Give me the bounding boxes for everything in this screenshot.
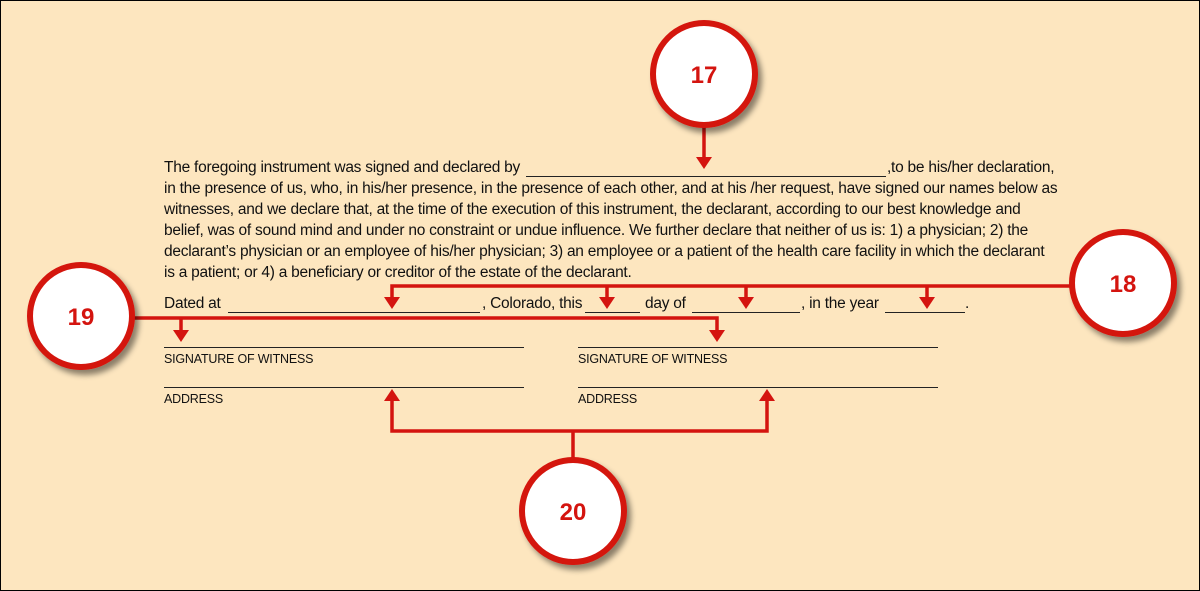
callout-20-connector: [392, 399, 767, 459]
callout-17-number: 17: [690, 62, 718, 89]
callout-18-branches: [607, 286, 927, 299]
paragraph-line-2: in the presence of us, who, in his/her presence, in the presence of each other, and at his /her request, have signed our names below as: [164, 180, 1058, 197]
callout-19: [30, 265, 728, 367]
right-witness-address-label: ADDRESS: [578, 392, 638, 406]
callout-18-connector: [392, 286, 1075, 299]
paragraph-line-5: declarant’s physician or an employee of his/her physician; 3) an employee or a patient of the health care facility in which the declarant: [164, 243, 1045, 260]
day-of-label: day of: [645, 295, 686, 312]
paragraph-line-3: witnesses, and we declare that, at the time of the execution of this instrument, the declarant, according to our best knowledge and: [164, 201, 1021, 218]
callout-20-number: 20: [559, 499, 587, 526]
left-witness-signature-label: SIGNATURE OF WITNESS: [164, 352, 314, 366]
paragraph-line-1-end: ,to be his/her declaration,: [887, 159, 1055, 176]
callout-19-number: 19: [67, 304, 95, 331]
callout-20: [384, 389, 775, 562]
callout-18-arrowhead-city: [384, 297, 400, 309]
callout-18-number: 18: [1109, 271, 1137, 298]
dated-period: .: [965, 295, 970, 312]
callout-annotations: [1, 1, 1199, 590]
in-the-year-label: , in the year: [801, 295, 879, 312]
dated-at-label: Dated at: [164, 295, 221, 312]
colorado-this-label: , Colorado, this: [482, 295, 583, 312]
callout-18-arrowhead-day: [599, 297, 615, 309]
callout-19-arrowhead-right: [709, 330, 725, 342]
left-witness-address-label: ADDRESS: [164, 392, 224, 406]
paragraph-line-6: is a patient; or 4) a beneficiary or creditor of the estate of the declarant.: [164, 264, 632, 281]
callout-19-connector: [129, 318, 717, 332]
callout-18-arrowhead-year: [919, 297, 935, 309]
callout-20-arrowhead-right: [759, 389, 775, 401]
callout-17-arrowhead: [696, 157, 712, 169]
paragraph-line-4: belief, was of sound mind and under no constraint or undue influence. We further declare that neither of us is: 1) a physician; 2) the: [164, 222, 1029, 239]
callout-18-arrowhead-month: [738, 297, 754, 309]
paragraph-line-1-start: The foregoing instrument was signed and declared by: [164, 159, 521, 176]
callout-20-arrowhead-left: [384, 389, 400, 401]
callout-17: [653, 23, 755, 169]
callout-19-arrowhead-left: [173, 330, 189, 342]
right-witness-signature-label: SIGNATURE OF WITNESS: [578, 352, 728, 366]
